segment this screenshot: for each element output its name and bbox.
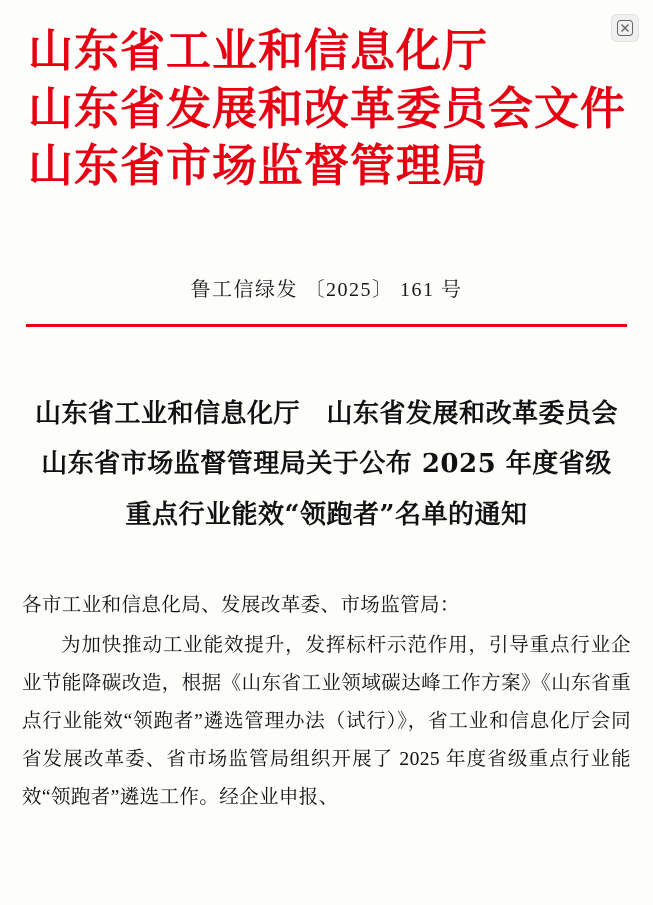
body-paragraph-1: 为加快推动工业能效提升，发挥标杆示范作用，引导重点行业企业节能降碳改造，根据《山东省工业领域碳达峰工作方案》《山东省重点行业能效“领跑者”遴选管理办法（试行）》，省工业和信息化厅会同省发展改革委、省市场监管局组织开展了 2025 年度省级重点行业能效“领跑者”遴选工作。经企业申报、 <box>22 634 631 808</box>
title-line-3: 重点行业能效“领跑者”名单的通知 <box>125 500 528 531</box>
document-body <box>0 587 653 817</box>
masthead-line-3: 山东省市场监督管理局 <box>28 139 489 193</box>
document-number: 鲁工信绿发 〔2025〕 161 号 <box>190 278 463 301</box>
red-divider <box>26 324 627 327</box>
title-line-1: 山东省工业和信息化厅 山东省发展和改革委员会 <box>34 398 618 429</box>
document-title <box>0 389 653 541</box>
salutation: 各市工业和信息化局、发展改革委、市场监管局： <box>22 594 460 616</box>
close-icon[interactable] <box>611 14 639 42</box>
masthead <box>0 0 653 195</box>
masthead-line-1: 山东省工业和信息化厅 <box>28 24 489 77</box>
title-line-2: 山东省市场监督管理局关于公布 2025 年度省级 <box>41 449 612 480</box>
masthead-line-2: 山东省发展和改革委员会文件 <box>28 81 627 135</box>
